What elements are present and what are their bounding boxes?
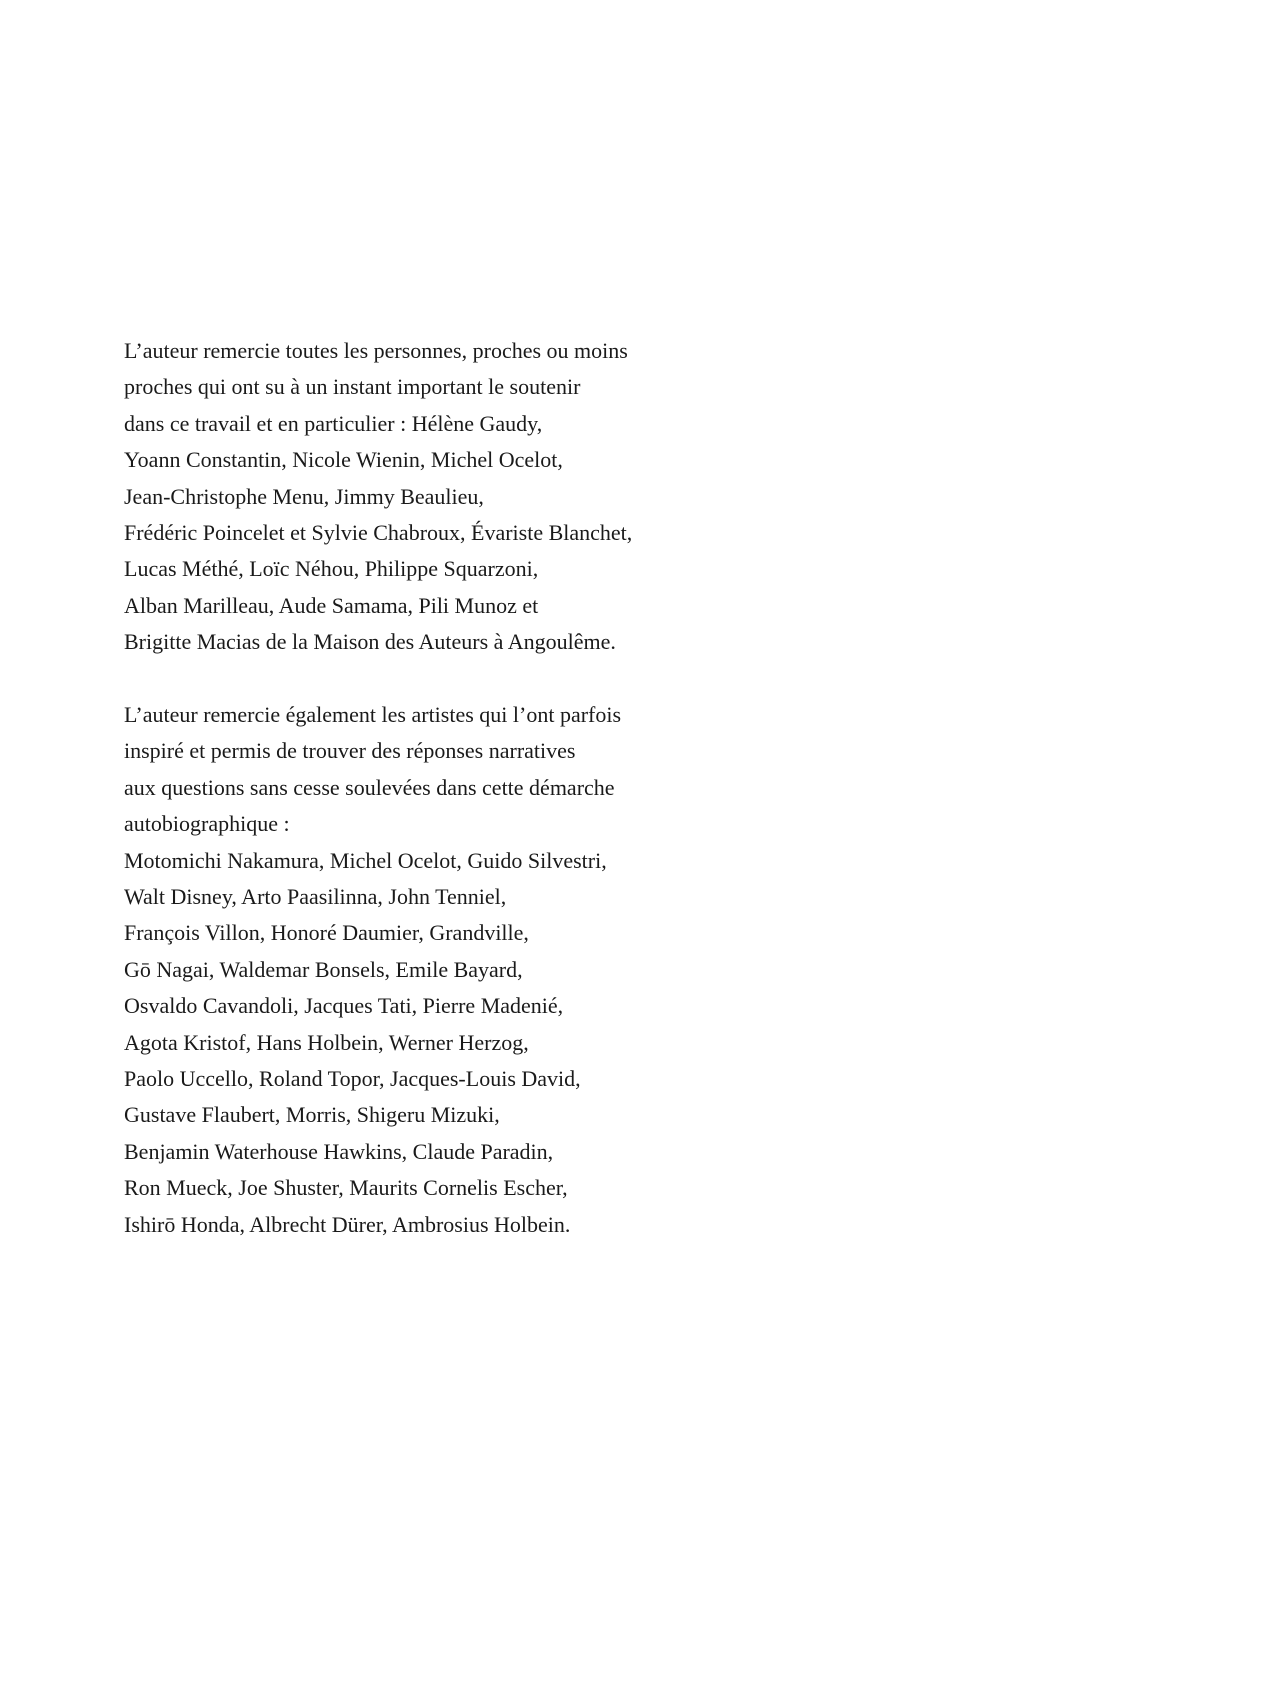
text-line: Osvaldo Cavandoli, Jacques Tati, Pierre Madenié,	[124, 993, 564, 1019]
text-line: L’auteur remercie toutes les personnes, proches ou moins	[124, 338, 628, 363]
text-line: Gō Nagai, Waldemar Bonsels, Emile Bayard,	[124, 956, 523, 982]
text-line: Jean-Christophe Menu, Jimmy Beaulieu,	[124, 483, 484, 509]
text-line: Benjamin Waterhouse Hawkins, Claude Paradin,	[124, 1138, 554, 1164]
acknowledgements-paragraph-persons	[124, 333, 764, 661]
text-line: aux questions sans cesse soulevées dans cette démarche	[124, 774, 615, 800]
text-line: Frédéric Poincelet et Sylvie Chabroux, Évariste Blanchet,	[124, 520, 633, 546]
text-line: Lucas Méthé, Loïc Néhou, Philippe Squarzoni,	[124, 556, 539, 582]
text-line: Paolo Uccello, Roland Topor, Jacques-Louis David,	[124, 1066, 581, 1092]
text-line: Gustave Flaubert, Morris, Shigeru Mizuki,	[124, 1102, 500, 1128]
text-line: inspiré et permis de trouver des réponses narratives	[124, 738, 576, 764]
text-line: Ishirō Honda, Albrecht Dürer, Ambrosius Holbein.	[124, 1211, 571, 1237]
text-line: L’auteur remercie également les artistes qui l’ont parfois	[124, 702, 622, 727]
text-line: Agota Kristof, Hans Holbein, Werner Herzog,	[124, 1029, 529, 1055]
text-line: Yoann Constantin, Nicole Wienin, Michel Ocelot,	[124, 447, 563, 473]
text-line: Walt Disney, Arto Paasilinna, John Tenniel,	[124, 884, 507, 910]
text-line: Motomichi Nakamura, Michel Ocelot, Guido Silvestri,	[124, 847, 607, 873]
text-line: dans ce travail et en particulier : Hélène Gaudy,	[124, 410, 543, 436]
text-line: proches qui ont su à un instant important le soutenir	[124, 374, 581, 400]
text-line: François Villon, Honoré Daumier, Grandville,	[124, 920, 529, 946]
text-line: autobiographique :	[124, 811, 290, 837]
acknowledgements-paragraph-artists	[124, 697, 764, 1243]
text-line: Ron Mueck, Joe Shuster, Maurits Cornelis Escher,	[124, 1175, 568, 1201]
text-line: Brigitte Macias de la Maison des Auteurs à Angoulême.	[124, 629, 616, 655]
text-line: Alban Marilleau, Aude Samama, Pili Munoz et	[124, 592, 539, 618]
